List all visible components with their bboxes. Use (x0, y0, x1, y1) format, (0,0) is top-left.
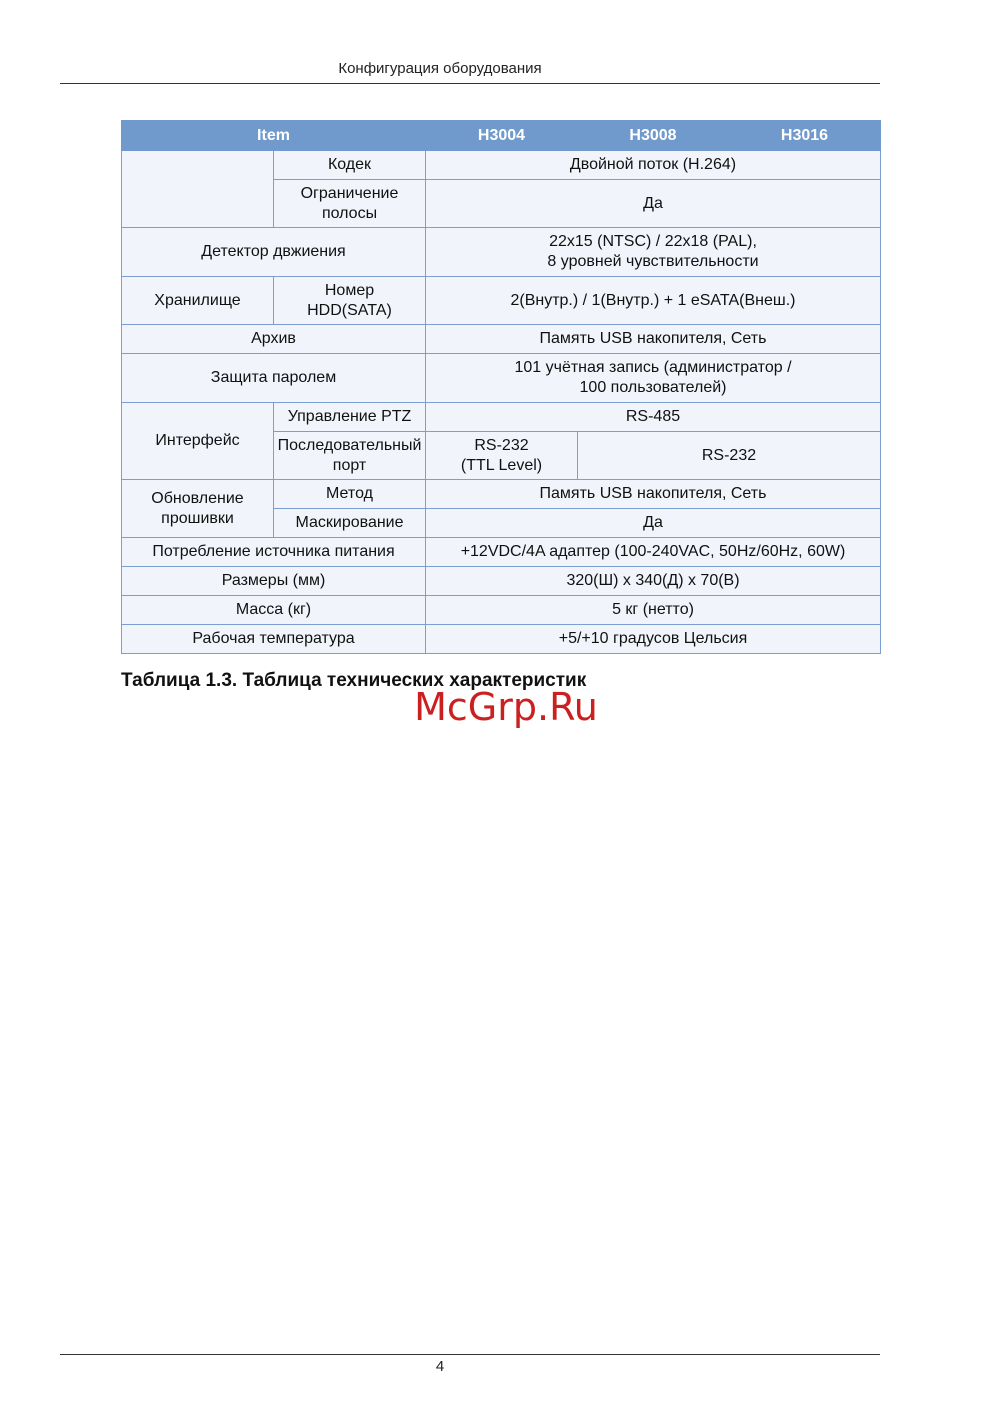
codec-label: Кодек (274, 151, 426, 180)
power-value: +12VDC/4A адаптер (100-240VAC, 50Hz/60Hz, 60W) (426, 538, 881, 567)
table-row (122, 596, 881, 625)
method-label: Метод (274, 480, 426, 509)
serial-other-value: RS-232 (578, 432, 881, 480)
footer-divider (60, 1354, 880, 1355)
header-divider (60, 83, 880, 84)
power-label: Потребление источника питания (122, 538, 426, 567)
weight-label: Масса (кг) (122, 596, 426, 625)
ptz-label: Управление PTZ (274, 403, 426, 432)
masking-value: Да (426, 509, 881, 538)
watermark-text: McGrp.Ru (414, 685, 598, 729)
firmware-label: Обновление прошивки (122, 480, 274, 538)
table-caption: Таблица 1.3. Таблица технических характеристик (121, 670, 587, 691)
ptz-value: RS-485 (426, 403, 881, 432)
table-row (122, 625, 881, 654)
codec-value: Двойной поток (H.264) (426, 151, 881, 180)
dimensions-label: Размеры (мм) (122, 567, 426, 596)
table-row (122, 277, 881, 325)
table-row (122, 325, 881, 354)
table-row (122, 403, 881, 432)
header-h3016: H3016 (729, 121, 881, 151)
interface-label: Интерфейс (122, 403, 274, 480)
temperature-label: Рабочая температура (122, 625, 426, 654)
storage-sublabel: Номер HDD(SATA) (274, 277, 426, 325)
storage-value: 2(Внутр.) / 1(Внутр.) + 1 eSATA(Внеш.) (426, 277, 881, 325)
motion-label: Детектор двжиения (122, 228, 426, 277)
table-row (122, 567, 881, 596)
table-row (122, 480, 881, 509)
header-item: Item (122, 121, 426, 151)
page-number: 4 (435, 1358, 445, 1375)
page-header-title: Конфигурация оборудования (338, 60, 542, 77)
storage-label: Хранилище (122, 277, 274, 325)
header-h3008: H3008 (578, 121, 729, 151)
dimensions-value: 320(Ш) x 340(Д) x 70(В) (426, 567, 881, 596)
weight-value: 5 кг (нетто) (426, 596, 881, 625)
bandwidth-value: Да (426, 180, 881, 228)
empty-group-cell (122, 151, 274, 228)
serial-label: Последовательный порт (274, 432, 426, 480)
header-h3004: H3004 (426, 121, 578, 151)
serial-h3004-value: RS-232 (TTL Level) (426, 432, 578, 480)
password-label: Защита паролем (122, 354, 426, 403)
table-row (122, 538, 881, 567)
motion-value: 22x15 (NTSC) / 22x18 (PAL), 8 уровней чувствительности (426, 228, 881, 277)
spec-table (121, 120, 881, 654)
bandwidth-label: Ограничение полосы (274, 180, 426, 228)
temperature-value: +5/+10 градусов Цельсия (426, 625, 881, 654)
table-row (122, 151, 881, 180)
archive-label: Архив (122, 325, 426, 354)
method-value: Память USB накопителя, Сеть (426, 480, 881, 509)
masking-label: Маскирование (274, 509, 426, 538)
password-value: 101 учётная запись (администратор / 100 пользователей) (426, 354, 881, 403)
table-header-row (122, 121, 881, 151)
archive-value: Память USB накопителя, Сеть (426, 325, 881, 354)
table-row (122, 228, 881, 277)
table-row (122, 354, 881, 403)
